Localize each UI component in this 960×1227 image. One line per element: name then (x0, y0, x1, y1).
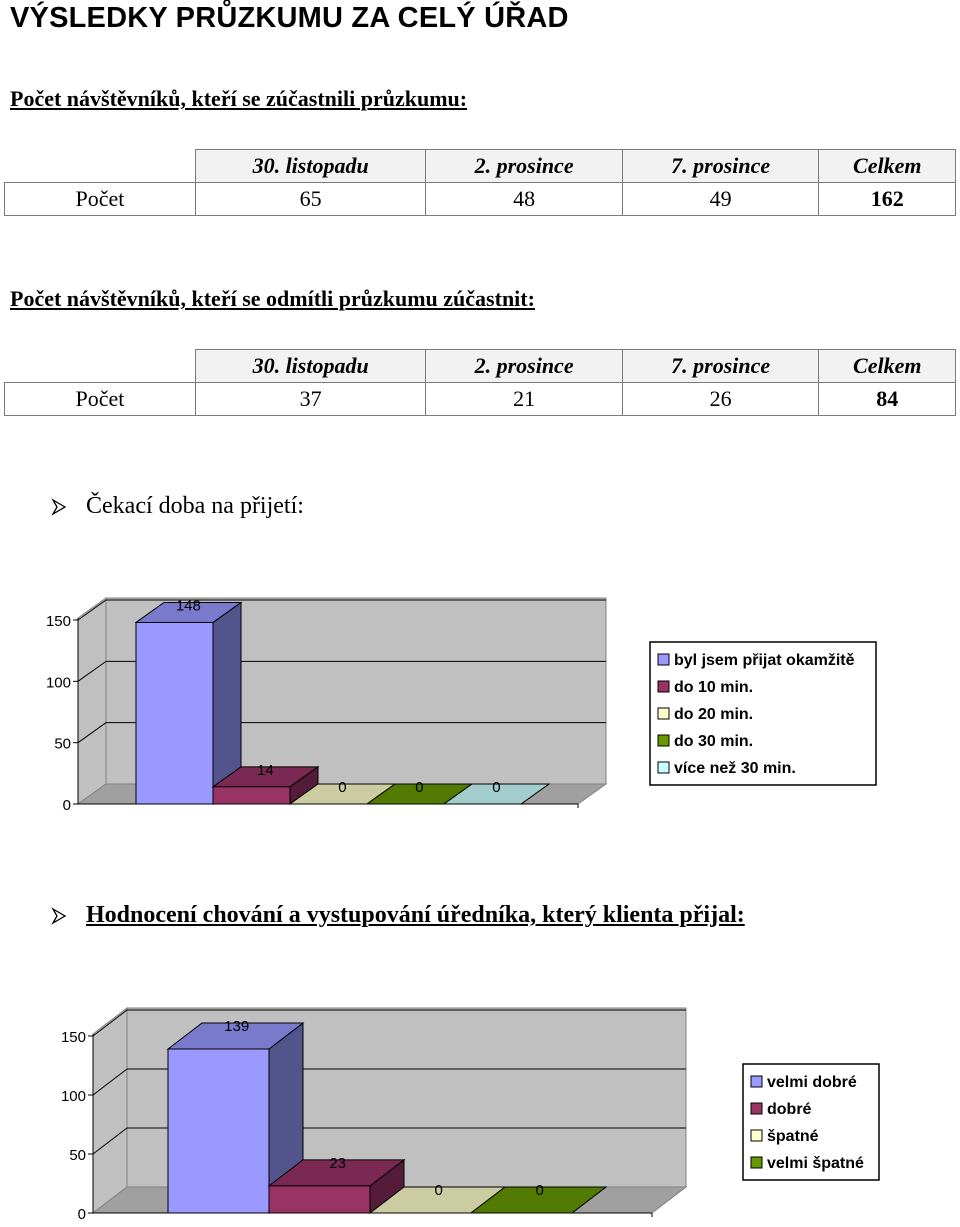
table-cell: 37 (196, 383, 426, 416)
rating-heading-text: Hodnocení chování a vystupování úředníka, který klienta přijal: (86, 902, 745, 928)
waiting-heading-text: Čekací doba na přijetí: (86, 493, 304, 519)
rating-heading (50, 902, 745, 929)
rating-chart (0, 1000, 960, 1222)
legend-label: do 30 min. (674, 733, 754, 750)
column-header: Celkem (819, 150, 956, 183)
y-tick-label: 50 (69, 1147, 86, 1164)
data-label: 0 (415, 779, 424, 796)
legend-swatch (751, 1130, 762, 1141)
data-label: 14 (257, 761, 274, 779)
bar (168, 1049, 269, 1213)
y-tick-label: 0 (62, 797, 71, 814)
legend-label: velmi špatné (767, 1155, 864, 1172)
data-label: 139 (224, 1017, 250, 1035)
legend-label: byl jsem přijat okamžitě (674, 652, 855, 669)
waiting-chart-svg (0, 580, 960, 820)
data-label: 0 (434, 1182, 443, 1199)
legend-label: více než 30 min. (674, 760, 796, 777)
table-cell: 26 (622, 383, 819, 416)
legend-label: dobré (767, 1101, 812, 1118)
legend-label: velmi dobré (767, 1074, 857, 1091)
legend-swatch (658, 735, 669, 746)
refused-heading: Počet návštěvníků, kteří se odmítli průzkumu zúčastnit: (10, 286, 535, 311)
bar (136, 622, 213, 804)
y-tick-label: 150 (60, 1029, 86, 1046)
participated-table (4, 149, 956, 216)
waiting-heading (50, 493, 304, 520)
arrow-bullet-icon (50, 907, 68, 925)
row-label: Počet (5, 383, 196, 416)
legend-swatch (658, 654, 669, 665)
y-tick-label: 0 (77, 1206, 86, 1222)
legend-swatch (658, 708, 669, 719)
data-label: 0 (535, 1182, 544, 1199)
y-tick-label: 100 (45, 674, 71, 692)
data-label: 148 (175, 597, 201, 615)
table-row (5, 383, 956, 416)
bar (269, 1186, 370, 1213)
legend-label: špatné (767, 1128, 819, 1145)
column-header: 2. prosince (426, 350, 623, 383)
column-header: 2. prosince (426, 150, 623, 183)
legend-label: do 20 min. (674, 706, 754, 723)
bar (213, 787, 290, 804)
rating-chart-svg (0, 1000, 960, 1222)
legend-label: do 10 min. (674, 679, 754, 696)
legend-swatch (751, 1103, 762, 1114)
y-tick-label: 50 (54, 735, 71, 753)
table-header-row (5, 150, 956, 183)
waiting-chart (0, 580, 960, 820)
row-label: Počet (5, 183, 196, 216)
column-header: 30. listopadu (196, 350, 426, 383)
table-header-row (5, 350, 956, 383)
column-header: 30. listopadu (196, 150, 426, 183)
data-label: 0 (492, 779, 501, 796)
table-cell: 21 (426, 383, 623, 416)
legend-swatch (658, 681, 669, 692)
y-tick-label: 150 (45, 613, 71, 630)
total-cell: 162 (819, 183, 956, 216)
refused-table (4, 349, 956, 416)
data-label: 23 (329, 1154, 347, 1172)
legend-swatch (751, 1157, 762, 1168)
side-wall (93, 1008, 127, 1213)
header-blank-cell (5, 150, 196, 183)
table-row (5, 183, 956, 216)
table-cell: 49 (622, 183, 819, 216)
column-header: Celkem (819, 350, 956, 383)
participated-heading: Počet návštěvníků, kteří se zúčastnili průzkumu: (10, 86, 468, 111)
header-blank-cell (5, 350, 196, 383)
column-header: 7. prosince (622, 150, 819, 183)
column-header: 7. prosince (622, 350, 819, 383)
legend-swatch (751, 1076, 762, 1087)
page-title: VÝSLEDKY PRŮZKUMU ZA CELÝ ÚŘAD (10, 2, 569, 34)
total-cell: 84 (819, 383, 956, 416)
legend-swatch (658, 762, 669, 773)
table-cell: 48 (426, 183, 623, 216)
y-tick-label: 100 (60, 1088, 86, 1105)
data-label: 0 (338, 779, 347, 796)
table-cell: 65 (196, 183, 426, 216)
arrow-bullet-icon (50, 498, 68, 516)
side-wall (78, 598, 106, 804)
